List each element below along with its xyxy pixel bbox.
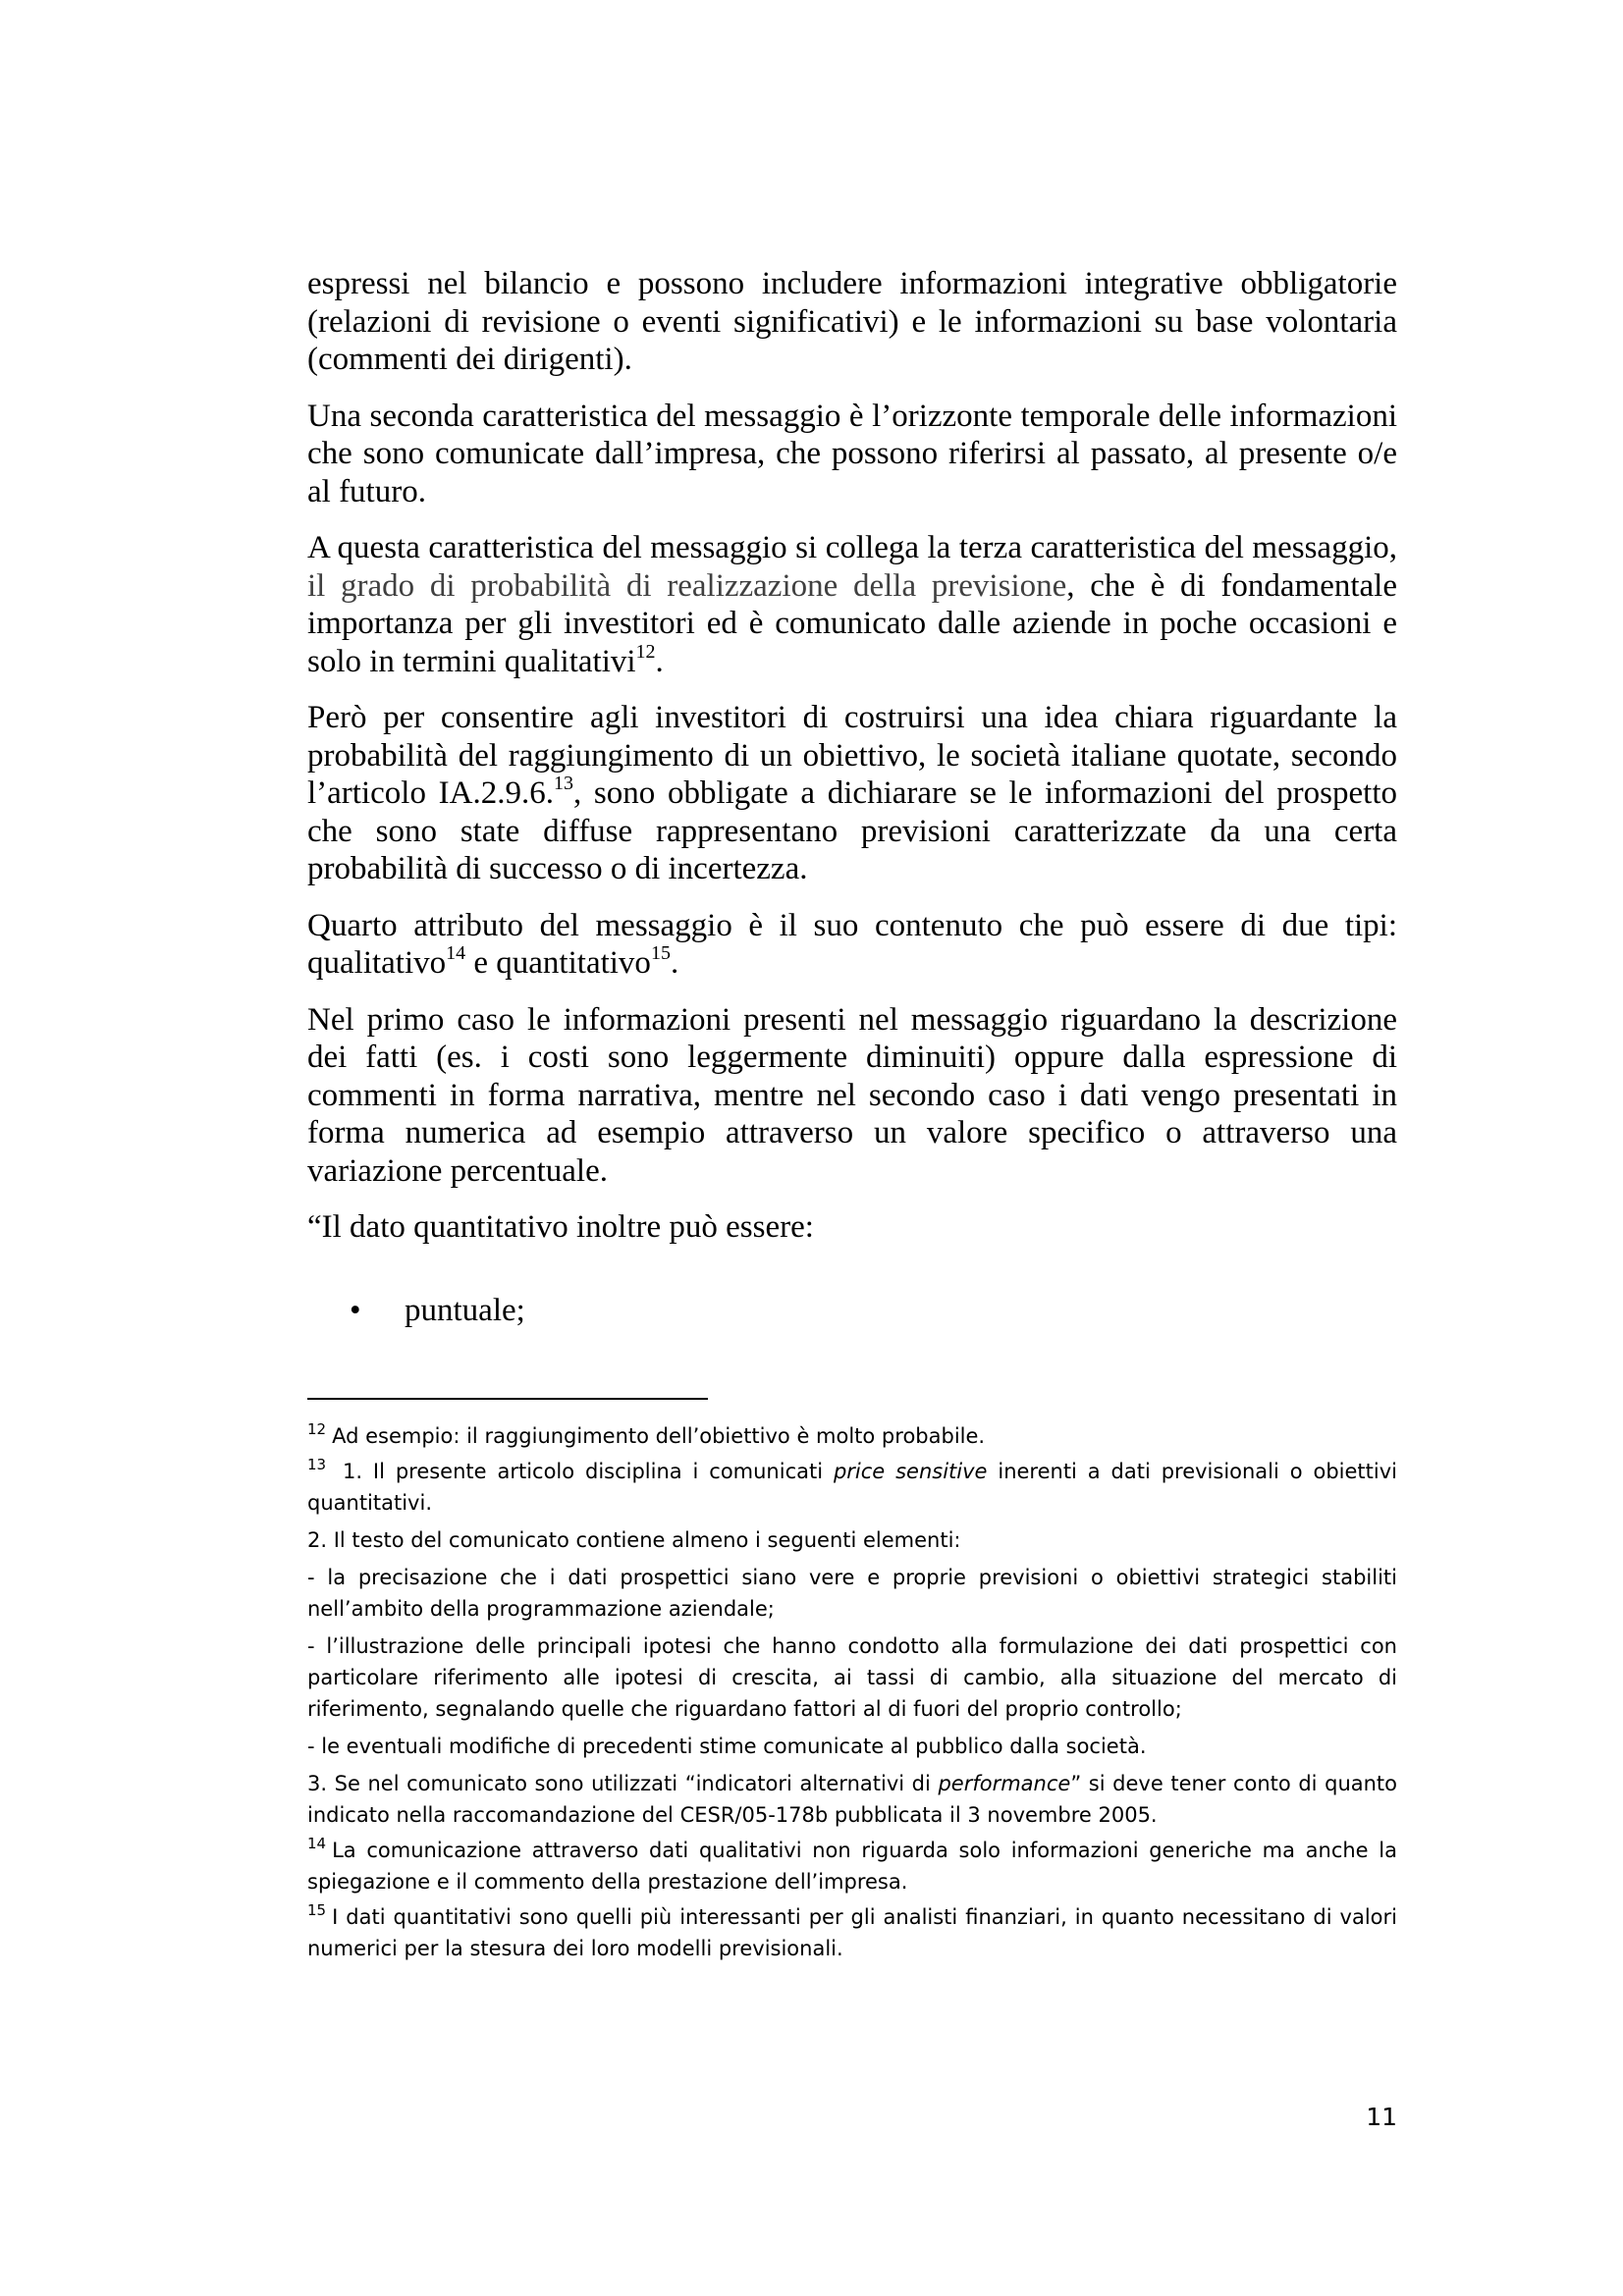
paragraph-6: Nel primo caso le informazioni presenti nel messaggio riguardano la descrizione dei fatti (es. i costi sono leggermente diminuiti) oppure dalla espressione di commenti in forma narrativa, mentre nel secondo caso i dati vengo presentati in forma numerica ad esempio attraverso un valore specifico o attraverso una variazione percentuale.: [307, 1001, 1397, 1189]
paragraph-7: “Il dato quantitativo inoltre può essere:: [307, 1209, 814, 1245]
bullet-icon: •: [350, 1292, 361, 1328]
body-text: [307, 265, 1397, 1329]
footnote-ref-13[interactable]: 13: [553, 773, 573, 794]
footnote-13: $^{13}$ 1. Il presente articolo disciplina i comunicati price sensitive inerenti a dati previsionali o obiettivi quantitativi.: [307, 1456, 1397, 1515]
footnote-13-item-2: 2. Il testo del comunicato contiene almeno i seguenti elementi:: [307, 1528, 961, 1552]
paragraph-4: Però per consentire agli investitori di costruirsi una idea chiara riguardante la probabilità del raggiungimento di un obiettivo, le società italiane quotate, secondo l’articolo IA.2.9.6.13, sono obbligate a dichiarare se le informazioni del prospetto che sono state diffuse rappresentano previsioni caratterizzate da una certa probabilità di successo o di incertezza.: [307, 700, 1397, 886]
paragraph-5: Quarto attributo del messaggio è il suo contenuto che può essere di due tipi: qualitativo$^{14}$ e quantitativo$^{15}$.: [307, 907, 1397, 981]
paragraph-2: Una seconda caratteristica del messaggio è l’orizzonte temporale delle informazioni che sono comunicate dall’impresa, che possono riferirsi al passato, al presente o/e al futuro.: [307, 398, 1397, 509]
footnote-number: 15: [307, 1901, 327, 1919]
footnote-13-dash-2: - l’illustrazione delle principali ipotesi che hanno condotto alla formulazione dei dati prospettici con particolare riferimento alle ipotesi di crescita, ai tassi di cambio, alla situazione del mercato di riferimento, segnalando quelle che riguardano fattori al di fuori del proprio controllo;: [307, 1634, 1397, 1721]
footnote-15: $^{15}$ I dati quantitativi sono quelli più interessanti per gli analisti finanziari, in quanto necessitano di valori numerici per la stesura dei loro modelli previsionali.: [307, 1901, 1397, 1960]
footnote-14: $^{14}$ La comunicazione attraverso dati qualitativi non riguarda solo informazioni generiche ma anche la spiegazione e il commento della prestazione dell’impresa.: [307, 1835, 1397, 1894]
footnote-separator: [307, 1398, 708, 1400]
page-number: 11: [1366, 2103, 1397, 2131]
footnote-ref-12[interactable]: 12: [635, 640, 656, 663]
highlighted-phrase: il grado di probabilità di realizzazione della previsione: [307, 567, 1067, 604]
footnote-13-dash-1: - la precisazione che i dati prospettici siano vere e proprie previsioni o obiettivi strategici stabiliti nell’ambito della programmazione aziendale;: [307, 1566, 1397, 1621]
bullet-text: puntuale;: [405, 1292, 525, 1328]
footnote-number: 12: [307, 1420, 327, 1438]
footnote-13-dash-3: - le eventuali modifiche di precedenti stime comunicate al pubblico dalla società.: [307, 1735, 1147, 1758]
footnote-ref-14[interactable]: 14: [446, 942, 466, 964]
bullet-list-item: [307, 1292, 1397, 1330]
paragraph-1: espressi nel bilancio e possono includere informazioni integrative obbligatorie (relazioni di revisione o eventi significativi) e le informazioni su base volontaria (commenti dei dirigenti).: [307, 266, 1397, 377]
footnote-number: 14: [307, 1835, 327, 1852]
footnotes: [307, 1420, 1397, 1968]
footnote-13-item-3: 3. Se nel comunicato sono utilizzati “indicatori alternativi di performance” si deve tener conto di quanto indicato nella raccomandazione del CESR/05-178b pubblicata il 3 novembre 2005.: [307, 1772, 1398, 1827]
paragraph-3: A questa caratteristica del messaggio si collega la terza caratteristica del messaggio, il grado di probabilità di realizzazione della previsione, che è di fondamentale importanza per gli investitori ed è comunicato dalle aziende in poche occasioni e solo in termini qualitativi$^{12}$.: [307, 530, 1397, 679]
footnote-ref-15[interactable]: 15: [650, 942, 671, 964]
footnote-number: 13: [307, 1456, 327, 1473]
footnote-12: $^{12}$ Ad esempio: il raggiungimento dell’obiettivo è molto probabile.: [307, 1420, 986, 1448]
